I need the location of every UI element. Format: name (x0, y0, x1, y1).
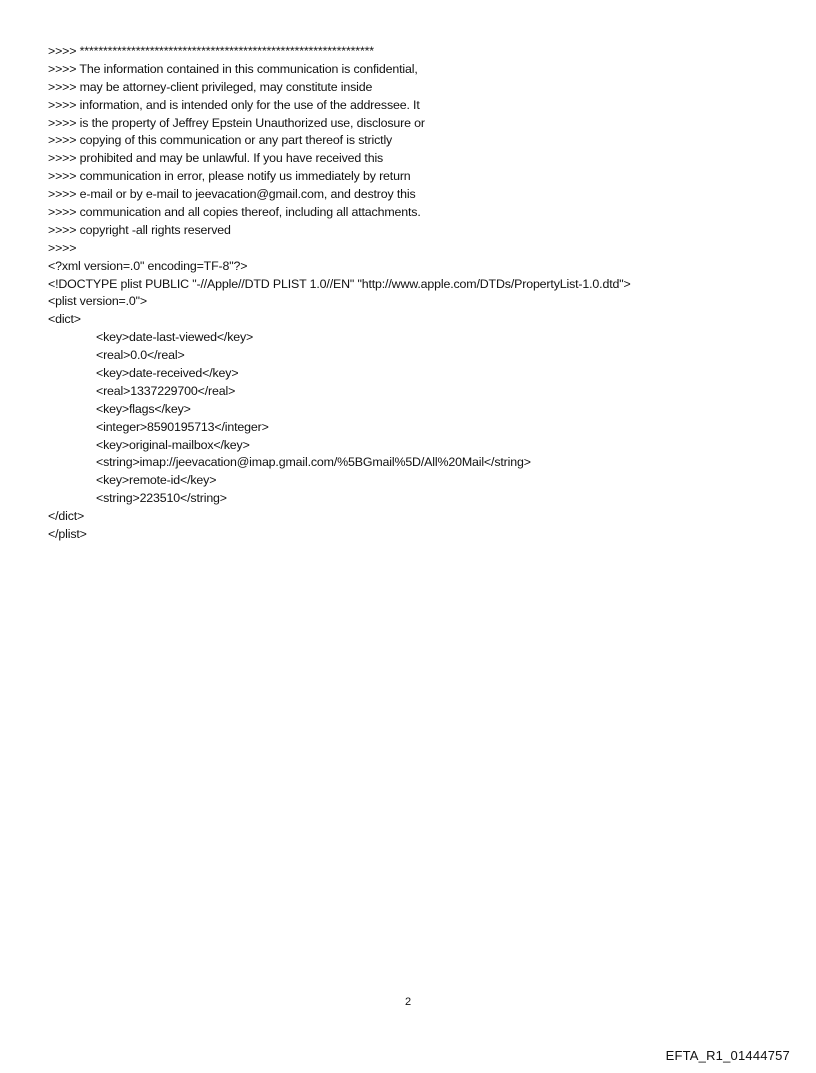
document-line: <key>flags</key> (96, 401, 191, 416)
document-line: >>>> *************************************************************** (48, 44, 374, 58)
document-line: >>>> prohibited and may be unlawful. If you have received this (48, 151, 384, 166)
document-line: >>>> communication in error, please notify us immediately by return (48, 169, 411, 184)
document-body (48, 43, 788, 544)
document-line: <key>date-last-viewed</key> (96, 330, 254, 345)
document-line: >>>> communication and all copies thereof, including all attachments. (48, 205, 421, 220)
document-line: <string>imap://jeevacation@imap.gmail.com/%5BGmail%5D/All%20Mail</string> (96, 455, 531, 470)
document-line: >>>> (48, 240, 77, 255)
page-number: 2 (404, 996, 412, 1008)
document-line: <key>remote-id</key> (96, 473, 217, 488)
document-line: <integer>8590195713</integer> (96, 419, 269, 434)
document-line: </plist> (48, 527, 87, 542)
document-line: <plist version=.0"> (48, 294, 148, 309)
document-line: <!DOCTYPE plist PUBLIC "-//Apple//DTD PLIST 1.0//EN" "http://www.apple.com/DTDs/PropertyList-1.0.dtd"> (48, 276, 631, 291)
document-line: >>>> may be attorney-client privileged, may constitute inside (48, 79, 373, 94)
document-line: <real>0.0</real> (96, 348, 185, 363)
document-line: <dict> (48, 312, 81, 327)
document-line: </dict> (48, 509, 85, 524)
document-line: <key>original-mailbox</key> (96, 437, 250, 452)
document-line: >>>> information, and is intended only for the use of the addressee. It (48, 97, 420, 112)
document-line: <string>223510</string> (96, 491, 227, 506)
document-line: <real>1337229700</real> (96, 383, 236, 398)
document-line: >>>> is the property of Jeffrey Epstein Unauthorized use, disclosure or (48, 115, 425, 130)
document-line: >>>> copyright -all rights reserved (48, 222, 231, 237)
bates-number: EFTA_R1_01444757 (665, 1048, 790, 1063)
document-line: <key>date-received</key> (96, 366, 239, 381)
document-line: >>>> e-mail or by e-mail to jeevacation@gmail.com, and destroy this (48, 187, 416, 202)
document-line: >>>> copying of this communication or any part thereof is strictly (48, 133, 393, 148)
document-line: >>>> The information contained in this communication is confidential, (48, 61, 418, 76)
document-line: <?xml version=.0" encoding=TF-8"?> (48, 258, 248, 273)
